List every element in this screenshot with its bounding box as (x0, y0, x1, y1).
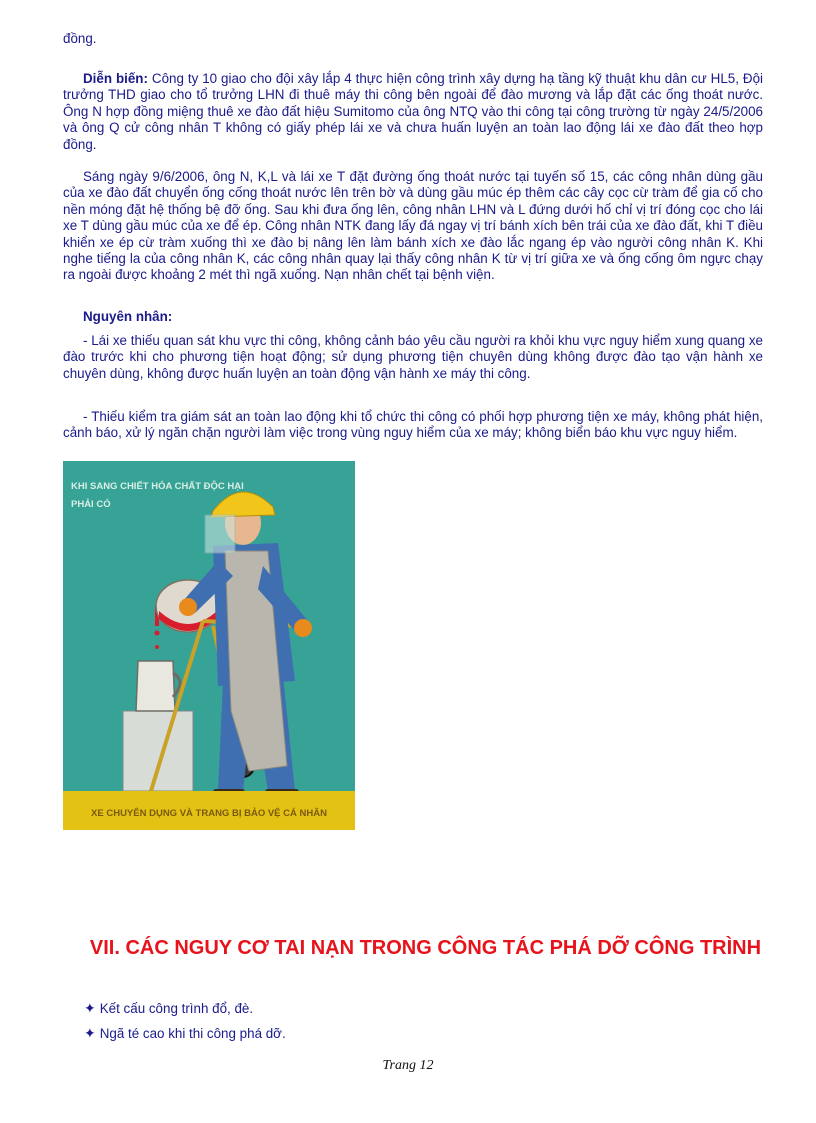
four-point-star-icon: ✦ (84, 1025, 96, 1041)
cause-heading: Nguyên nhân: (83, 309, 173, 324)
page-number: Trang 12 (382, 1058, 434, 1073)
four-point-star-icon: ✦ (84, 1000, 96, 1016)
safety-poster-illustration (63, 461, 355, 830)
cause-item-1: - Lái xe thiếu quan sát khu vực thi công, không cảnh báo yêu cầu người ra khỏi khu vực nguy hiểm xung quang xe đào trước khi cho phương tiện hoạt động; sử dụng phương tiện chuyên dùng không được đào tạo vận hành xe chuyên dùng, không được huấn luyện an toàn động vận hành xe máy thi công. (63, 333, 763, 381)
face-shield (205, 515, 235, 553)
poster-top-caption-2: PHẢI CÓ (71, 499, 111, 510)
paragraph-label: Diễn biến: (83, 71, 148, 86)
bullet-text: Kết cấu công trình đổ, đè. (99, 1001, 254, 1016)
worker-glove-right (294, 619, 312, 637)
paragraph-event: Sáng ngày 9/6/2006, ông N, K,L và lái xe T đặt đường ống thoát nước tại tuyến số 15, các công nhân dùng gầu của xe đào đất chuyển ống cống thoát nước lên trên bờ và dùng gầu múc ép thêm các cây cọc cừ tràm để gia cố cho nền móng đặt hệ thống bệ đỡ ống. Sau khi đưa ống lên, công nhân LHN và L đứng dưới hố chỉ vị trí đóng cọc cho lái xe T dùng gầu múc của xe để ép. Công nhân NTK đang lấy đá ngay vị trí bánh xích bên trái của xe đào đất, khi T điều khiển xe ép cừ tràm xuống thì xe đào bị nâng lên làm bánh xích xe đào lắc ngang ép vào người công nhân K. Khi nghe tiếng la của công nhân K, các công nhân quay lại thấy công nhân K từ vị trí giữa xe và ống cống ôm ngực chạy ra ngoài được khoảng 2 mét thì ngã xuống. Nạn nhân chết tại bệnh viện. (63, 169, 763, 283)
paragraph-dien-bien (63, 71, 763, 153)
poster-banner-text: XE CHUYÊN DỤNG VÀ TRANG BỊ BẢO VỆ CÁ NHÂN (91, 808, 327, 819)
worker-glove-left (179, 598, 197, 616)
poster-top-caption-1: KHI SANG CHIẾT HÓA CHẤT ĐỘC HẠI (71, 481, 244, 492)
cause-item-2: - Thiếu kiểm tra giám sát an toàn lao động khi tổ chức thi công có phối hợp phương tiện xe máy, không phát hiện, cảnh báo, xử lý ngăn chặn người làm việc trong vùng nguy hiểm của xe máy; không biển báo khu vực nguy hiểm. (63, 409, 763, 441)
continuation-text: đồng. (63, 31, 97, 46)
paragraph-body: Công ty 10 giao cho đội xây lắp 4 thực hiện công trình xây dựng hạ tầng kỹ thuật khu dân cư HL5, Đội trưởng THD giao cho tổ trưởng LHN đi thuê máy thi công bên ngoài để đào mương và lắp đặt các ống thoát nước. Ông N hợp đồng miệng thuê xe đào đất hiệu Sumitomo của ông NTQ vào thi công tại công trường từ ngày 24/5/2006 và ông Q cử công nhân T không có giấy phép lái xe và chưa huấn luyện an toàn lao động lái xe đào đất theo hợp đồng. (63, 71, 763, 152)
table-shape (123, 711, 193, 791)
bullet-item (84, 1025, 286, 1042)
bullet-text: Ngã té cao khi thi công phá dỡ. (99, 1026, 286, 1041)
bullet-item (84, 1000, 253, 1017)
jug-shape (136, 661, 175, 711)
section-title: VII. CÁC NGUY CƠ TAI NẠN TRONG CÔNG TÁC PHÁ DỠ CÔNG TRÌNH (89, 937, 762, 959)
